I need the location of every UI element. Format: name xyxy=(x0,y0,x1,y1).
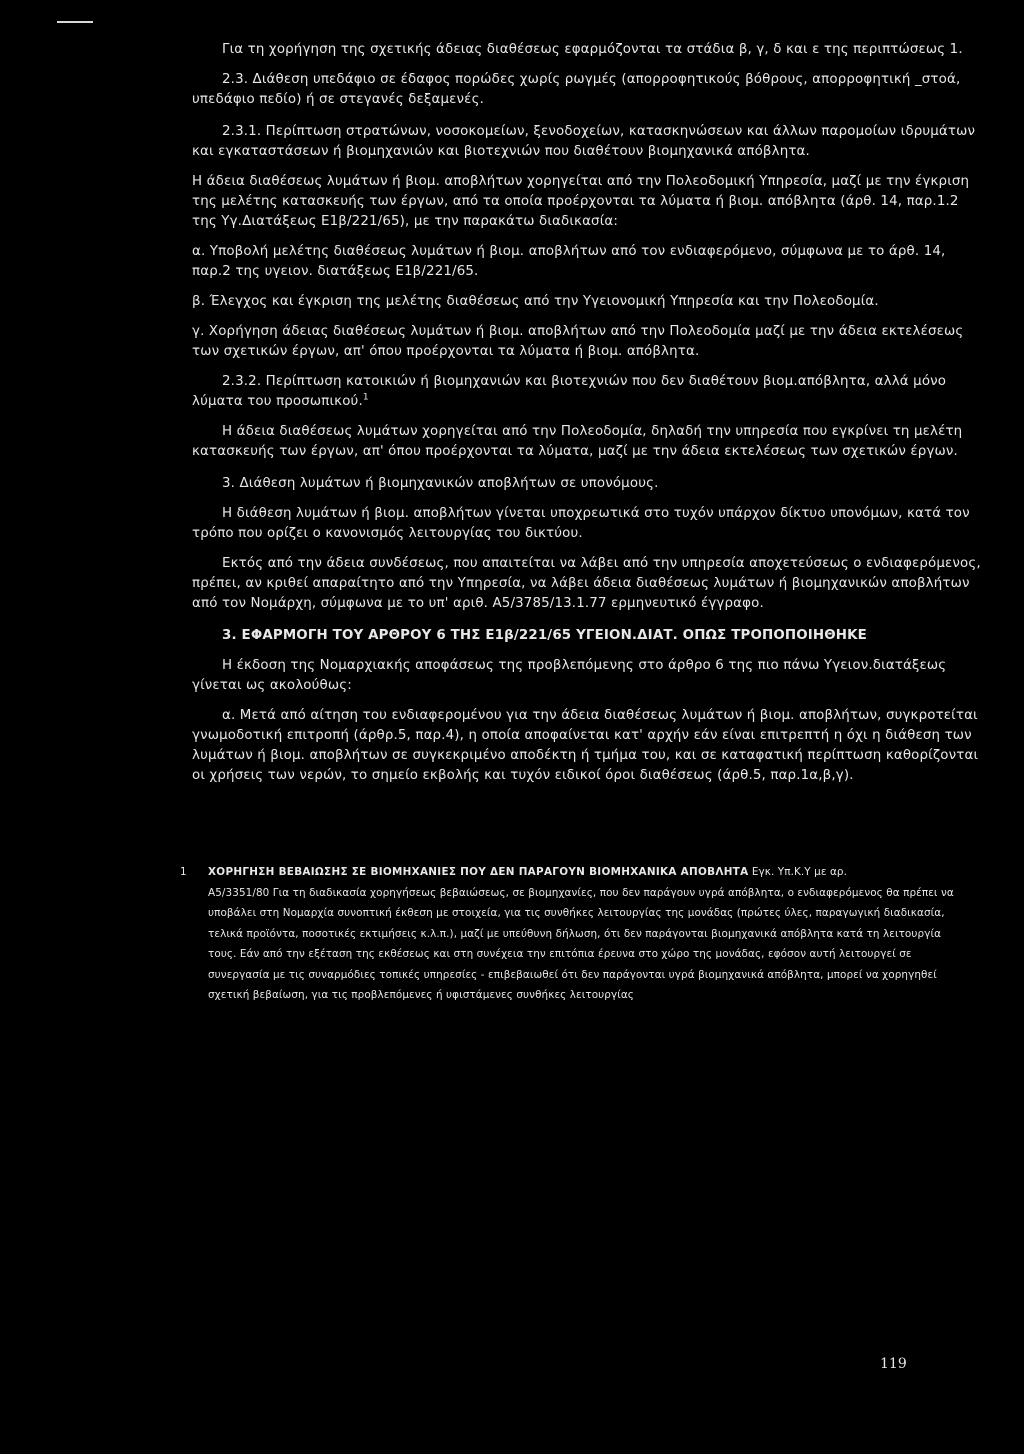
document-body xyxy=(192,40,982,786)
decision-step-a: α. Μετά από αίτηση του ενδιαφερομένου για την άδεια διαθέσεως λυμάτων ή βιομ. αποβλήτων, συγκροτείται γνωμοδοτική επιτροπή (άρθρ.5, παρ.4), η οποία αποφαίνεται κατ' αρχήν εάν είναι επιτρεπτή η όχι η διάθεση των λυμάτων ή βιομ. αποβλήτων σε συγκεκριμένο αποδέκτη ή τμήμα του, και σε καταφατική περίπτωση καθορίζονται οι χρήσεις των νερών, το σημείο εκβολής και τυχόν ειδικοί όροι διαθέσεως (άρθ.5, παρ.1α,β,γ). xyxy=(192,708,979,783)
footnote-heading-line xyxy=(180,862,972,883)
section-2-3-1-heading: 2.3.1. Περίπτωση στρατώνων, νοσοκομείων, ξενοδοχείων, κατασκηνώσεων και άλλων παρομοίων ιδρυμάτων και εγκαταστάσεων ή βιομηχανιών και βιοτεχνιών που διαθέτουν βιομηχανικά απόβλητα. xyxy=(192,124,976,159)
paragraph-sewer-disposal: Η διάθεση λυμάτων ή βιομ. αποβλήτων γίνεται υποχρεωτικά στο τυχόν υπάρχον δίκτυο υπονόμων, κατά τον τρόπο που ορίζει ο κανονισμός λειτουργίας του δικτύου. xyxy=(192,506,970,541)
paragraph-residential-permit: Η άδεια διαθέσεως λυμάτων χορηγείται από την Πολεοδομία, δηλαδή την υπηρεσία που εγκρίνει τη μελέτη κατασκευής των έργων, απ' όπου προέρχονται τα λύματα, μαζί με την άδεια εκτελέσεως των σχετικών έργων. xyxy=(192,424,963,459)
footnote-heading: ΧΟΡΗΓΗΣΗ ΒΕΒΑΙΩΣΗΣ ΣΕ ΒΙΟΜΗΧΑΝΙΕΣ ΠΟΥ ΔΕΝ ΠΑΡΑΓΟΥΝ ΒΙΟΜΗΧΑΝΙΚΑ ΑΠΟΒΛΗΤΑ xyxy=(208,866,749,878)
footnote-body: Α5/3351/80 Για τη διαδικασία χορηγήσεως βεβαιώσεως, σε βιομηχανίες, που δεν παράγουν υγρά απόβλητα, ο ενδιαφερόμενος θα πρέπει να υποβάλει στη Νομαρχία συνοπτική έκθεση με στοιχεία, για τις συνθήκες λειτουργίας της μονάδας (πρώτες ύλες, παραγωγική διαδικασία, τελικά προϊόντα, ποσοτικές εκτιμήσεις κ.λ.π.), μαζί με υπεύθυνη δήλωση, ότι δεν παράγονται βιομηχανικά απόβλητα κατά τη λειτουργία τους. Εάν από την εξέταση της εκθέσεως και στη συνέχεια την επιτόπια έρευνα στο χώρο της μονάδας, εφόσον αυτή λειτουργεί σε συνεργασία με τις συναρμόδιες τοπικές υπηρεσίες - επιβεβαιωθεί ότι δεν παράγονται υγρά βιομηχανικά απόβλητα, μπορεί να χορηγηθεί σχετική βεβαίωση, για τις προβλεπόμενες ή υφιστάμενες συνθήκες λειτουργίας xyxy=(208,886,954,1001)
procedure-step-c: γ. Χορήγηση άδειας διαθέσεως λυμάτων ή βιομ. αποβλήτων από την Πολεοδομία μαζί με την άδεια εκτελέσεως των σχετικών έργων, απ' όπου προέρχονται τα λύματα ή βιομ. απόβλητα. xyxy=(192,324,964,359)
page-number: 119 xyxy=(880,1356,907,1372)
paragraph-prefectural-decision: Η έκδοση της Νομαρχιακής αποφάσεως της προβλεπόμενης στο άρθρο 6 της πιο πάνω Υγειον.διατάξεως γίνεται ως ακολούθως: xyxy=(192,658,947,693)
section-2-3-2-heading xyxy=(192,372,982,412)
section-3-heading: 3. Διάθεση λυμάτων ή βιομηχανικών αποβλήτων σε υπονόμους. xyxy=(222,476,659,491)
header-rule xyxy=(57,21,93,23)
article-6-heading: 3. ΕΦΑΡΜΟΓΗ ΤΟΥ ΑΡΘΡΟΥ 6 ΤΗΣ Ε1β/221/65 ΥΓΕΙΟΝ.ΔΙΑΤ. ΟΠΩΣ ΤΡΟΠΟΠΟΙΗΘΗΚΕ xyxy=(222,628,867,643)
procedure-step-a: α. Υποβολή μελέτης διαθέσεως λυμάτων ή βιομ. αποβλήτων από τον ενδιαφερόμενο, σύμφωνα με το άρθ. 14, παρ.2 της υγειον. διατάξεως Ε1β/221/65. xyxy=(192,244,946,279)
section-2-3-2-text: 2.3.2. Περίπτωση κατοικιών ή βιομηχανιών και βιοτεχνιών που δεν διαθέτουν βιομ.απόβλητα, αλλά μόνο λύματα του προσωπικού. xyxy=(192,374,947,409)
footnote xyxy=(180,862,972,1006)
paragraph-stages: Για τη χορήγηση της σχετικής άδειας διαθέσεως εφαρμόζονται τα στάδια β, γ, δ και ε της περιπτώσεως 1. xyxy=(222,42,963,57)
footnote-reference: 1 xyxy=(362,392,369,403)
paragraph-connection-permit: Εκτός από την άδεια συνδέσεως, που απαιτείται να λάβει από την υπηρεσία αποχετεύσεως ο ενδιαφερόμενος, πρέπει, αν κριθεί απαραίτητο από την Υπηρεσία, να λάβει άδεια διαθέσεως λυμάτων ή βιομηχανικών αποβλήτων από τον Νομάρχη, σύμφωνα με το υπ' αριθ. Α5/3785/13.1.77 ερμηνευτικό έγγραφο. xyxy=(192,556,981,611)
procedure-step-b: β. Έλεγχος και έγκριση της μελέτης διαθέσεως από την Υγειονομική Υπηρεσία και την Πολεοδομία. xyxy=(192,294,879,309)
paragraph-permit-authority: Η άδεια διαθέσεως λυμάτων ή βιομ. αποβλήτων χορηγείται από την Πολεοδομική Υπηρεσία, μαζί με την έγκριση της μελέτης κατασκευής των έργων, από τα οποία προέρχονται τα λύματα ή βιομ. απόβλητα (άρθ. 14, παρ.1.2 της Υγ.Διατάξεως Ε1β/221/65), με την παρακάτω διαδικασία: xyxy=(192,174,970,229)
footnote-heading-tail: Εγκ. Υπ.Κ.Υ με αρ. xyxy=(751,866,848,878)
section-2-3-heading: 2.3. Διάθεση υπεδάφιο σε έδαφος πορώδες χωρίς ρωγμές (απορροφητικούς βόθρους, απορροφητική _στοά, υπεδάφιο πεδίο) ή σε στεγανές δεξαμενές. xyxy=(192,72,961,107)
footnote-mark: 1 xyxy=(180,866,187,878)
